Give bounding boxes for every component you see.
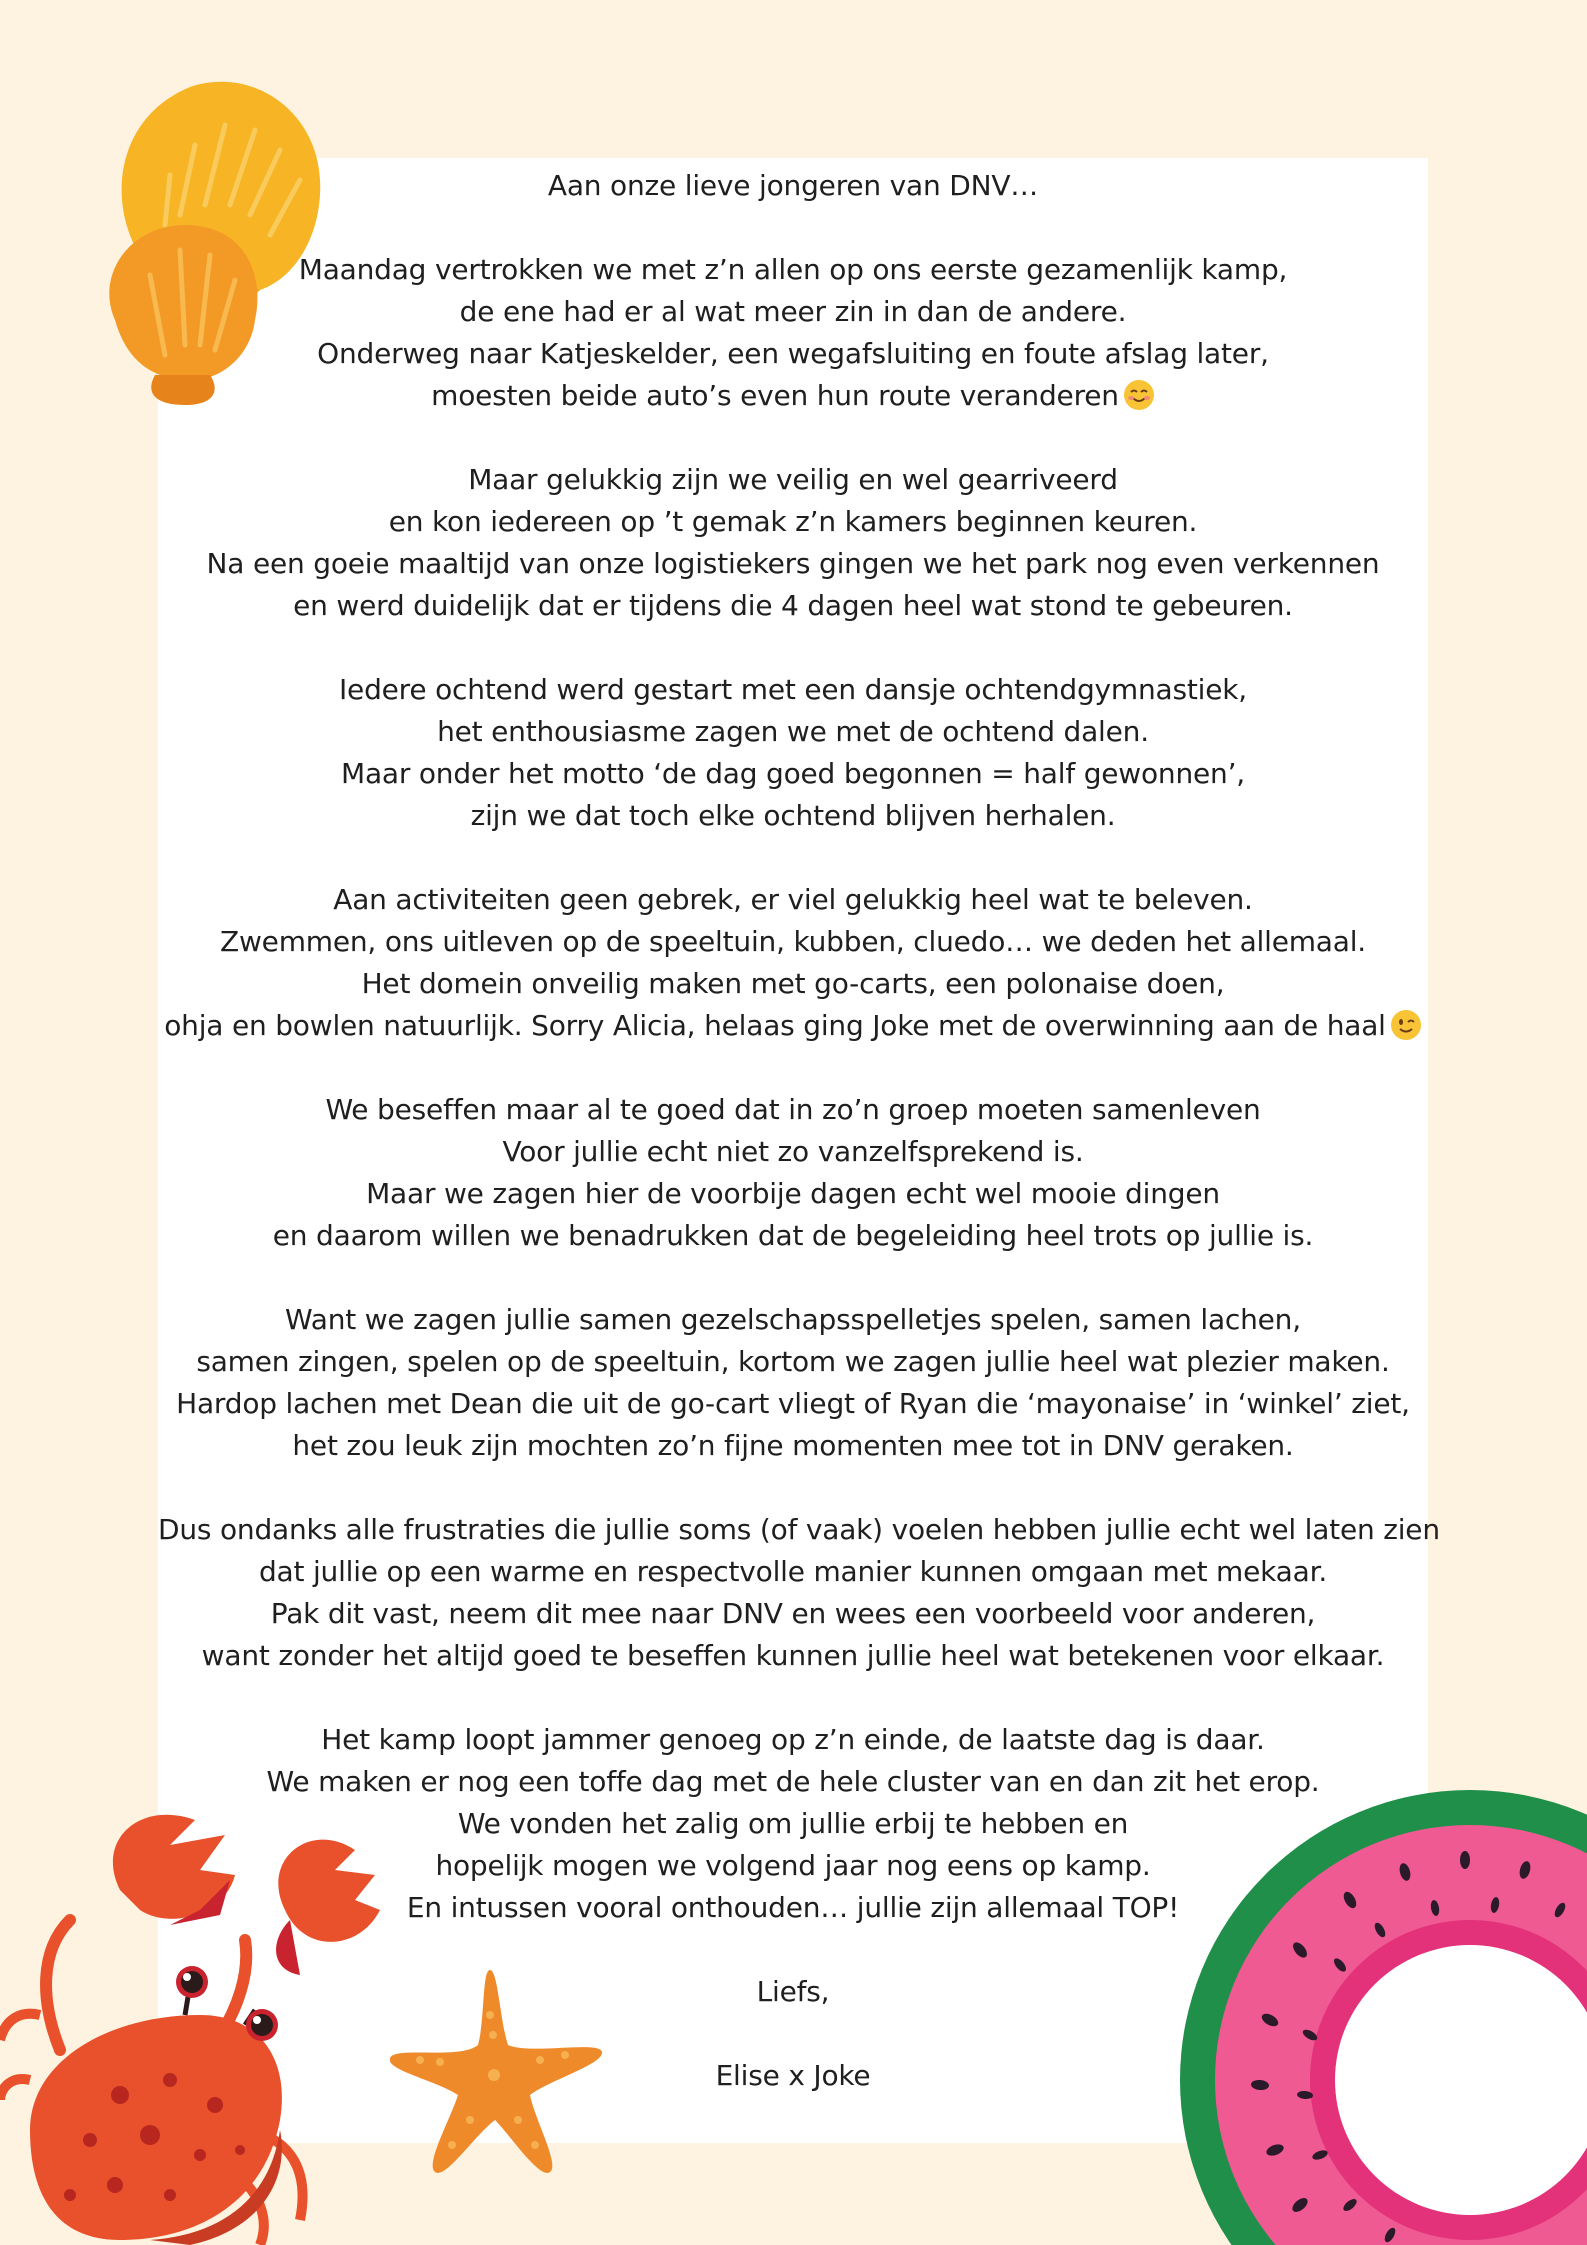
letter-line: Want we zagen jullie samen gezelschapsspelletjes spelen, samen lachen, — [285, 1303, 1301, 1336]
letter-line: Pak dit vast, neem dit mee naar DNV en wees een voorbeeld voor anderen, — [270, 1597, 1316, 1630]
letter-line: Hardop lachen met Dean die uit de go-cart vliegt of Ryan die ‘mayonaise’ in ‘winkel’ ziet, — [176, 1387, 1410, 1420]
smiling-face-icon — [1123, 379, 1155, 411]
letter-line: Voor jullie echt niet zo vanzelfsprekend is. — [502, 1135, 1084, 1168]
letter-line: Maar gelukkig zijn we veilig en wel gearriveerd — [468, 463, 1118, 496]
letter-line: We maken er nog een toffe dag met de hele cluster van en dan zit het erop. — [266, 1765, 1320, 1798]
letter-line: Het domein onveilig maken met go-carts, een polonaise doen, — [361, 967, 1225, 1000]
letter-line: Het kamp loopt jammer genoeg op z’n einde, de laatste dag is daar. — [321, 1723, 1265, 1756]
letter-line-with-emoji — [158, 375, 1428, 417]
letter-line: Maar we zagen hier de voorbije dagen echt wel mooie dingen — [366, 1177, 1220, 1210]
letter-line: en werd duidelijk dat er tijdens die 4 dagen heel wat stond te gebeuren. — [293, 589, 1293, 622]
letter-line: dat jullie op een warme en respectvolle manier kunnen omgaan met mekaar. — [258, 1555, 1328, 1588]
letter-signature: Elise x Joke — [715, 2059, 871, 2092]
letter-line: hopelijk mogen we volgend jaar nog eens op kamp. — [435, 1849, 1151, 1882]
letter-line-text: moesten beide auto’s even hun route veranderen — [431, 379, 1119, 412]
letter-line-text: ohja en bowlen natuurlijk. Sorry Alicia, helaas ging Joke met de overwinning aan de haal — [164, 1009, 1386, 1042]
letter-line: We beseffen maar al te goed dat in zo’n groep moeten samenleven — [325, 1093, 1261, 1126]
letter-line: Maar onder het motto ‘de dag goed begonnen = half gewonnen’, — [340, 757, 1245, 790]
letter-line: de ene had er al wat meer zin in dan de andere. — [459, 295, 1127, 328]
winking-face-icon — [1390, 1009, 1422, 1041]
letter-line: Onderweg naar Katjeskelder, een wegafsluiting en foute afslag later, — [317, 337, 1269, 370]
letter-greeting: Aan onze lieve jongeren van DNV… — [547, 169, 1039, 202]
letter-body — [158, 158, 1440, 2097]
letter-line: zijn we dat toch elke ochtend blijven herhalen. — [470, 799, 1116, 832]
letter-line: het enthousiasme zagen we met de ochtend dalen. — [437, 715, 1149, 748]
letter-line: Dus ondanks alle frustraties die jullie soms (of vaak) voelen hebben jullie echt wel laten zien — [158, 1513, 1440, 1546]
letter-line: Na een goeie maaltijd van onze logistiekers gingen we het park nog even verkennen — [206, 547, 1380, 580]
letter-line: het zou leuk zijn mochten zo’n fijne momenten mee tot in DNV geraken. — [292, 1429, 1294, 1462]
letter-line: samen zingen, spelen op de speeltuin, kortom we zagen jullie heel wat plezier maken. — [196, 1345, 1390, 1378]
letter-line: want zonder het altijd goed te beseffen kunnen jullie heel wat betekenen voor elkaar. — [201, 1639, 1385, 1672]
letter-line: en kon iedereen op ’t gemak z’n kamers beginnen keuren. — [388, 505, 1198, 538]
letter-line: We vonden het zalig om jullie erbij te hebben en — [457, 1807, 1129, 1840]
letter-line: Maandag vertrokken we met z’n allen op ons eerste gezamenlijk kamp, — [298, 253, 1288, 286]
letter-closing: Liefs, — [756, 1975, 830, 2008]
letter-line: En intussen vooral onthouden… jullie zijn allemaal TOP! — [406, 1891, 1180, 1924]
letter-line: Aan activiteiten geen gebrek, er viel gelukkig heel wat te beleven. — [333, 883, 1253, 916]
letter-line: Zwemmen, ons uitleven op de speeltuin, kubben, cluedo… we deden het allemaal. — [219, 925, 1366, 958]
letter-line: Iedere ochtend werd gestart met een dansje ochtendgymnastiek, — [339, 673, 1247, 706]
letter-line-with-emoji — [158, 1005, 1428, 1047]
letter-line: en daarom willen we benadrukken dat de begeleiding heel trots op jullie is. — [272, 1219, 1314, 1252]
